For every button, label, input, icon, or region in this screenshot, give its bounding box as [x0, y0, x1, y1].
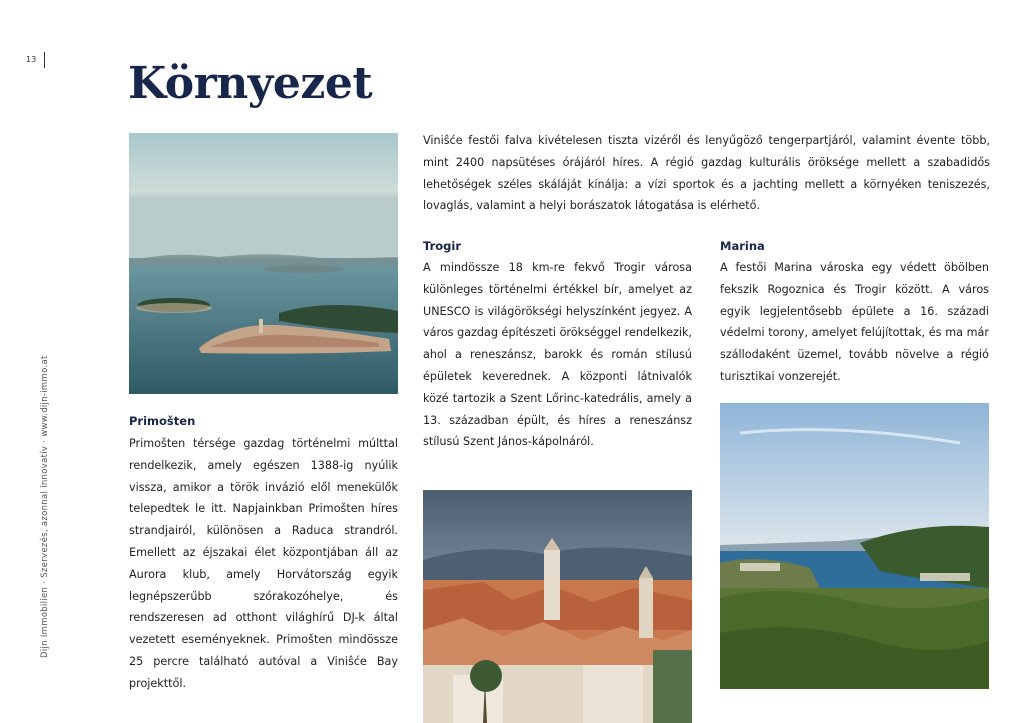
- primosten-paragraph: Primošten térsége gazdag történelmi múlttal rendelkezik, amely egészen 1388-ig nyúlik vissza, amikor a török invázió elől menekülők telepedtek le itt. Napjainkban Primošten híres strandjairól, különösen a Raduca strandról. Emellett az éjszakai élet központjában áll az Aurora klub, amely Horvátország egyik legnépszerűbb szórakozóhelye, és rendszeresen ad otthont világhírű DJ-k által vezetett eseményeknek. Primošten mindössze 25 percre található autóval a Viniŝće Bay projekttől.: [129, 437, 398, 690]
- vertical-footer-text: Dijn Immobilien · Szervezés, azonnal innovatív · www.dijn-immo.at: [40, 355, 50, 658]
- marina-heading: Marina: [720, 239, 765, 253]
- primosten-aerial-photo: [129, 133, 398, 394]
- trogir-heading: Trogir: [423, 239, 461, 253]
- page-number: 13: [26, 52, 45, 68]
- marina-paragraph: A festői Marina városka egy védett öbölben fekszik Rogoznica és Trogir között. A város egyik legjelentősebb épülete a 16. századi védelmi torony, amelyet felújítottak, és ma már szállodaként üzemel, tovább növelve a régió turisztikai vonzerejét.: [720, 261, 989, 383]
- intro-paragraph: Viniŝće festői falva kivételesen tiszta vizéről és lenyűgöző tengerpartjáról, valamint évente több, mint 2400 napsütéses órájáról híres. A régió gazdag kulturális öröksége mellett a szabadidős lehetőségek széles skáláját kínálja: a vízi sportok és a jachting mellett a környéken teniszezés, lovaglás, valamint a helyi borászatok látogatása is elérhető.: [423, 134, 990, 213]
- trogir-paragraph: A mindössze 18 km-re fekvő Trogir városa különleges történelmi értékkel bír, amelyet az UNESCO is világörökségi helyszínként jegyez. A város gazdag építészeti örökséggel rendelkezik, ahol a reneszánsz, barokk és román stílusú épületek keverednek. A központi látnivalók közé tartozik a Szent Lőrinc-katedrális, amely a 13. században épült, és híres a reneszánsz stílusú Szent János-kápolnáról.: [423, 261, 692, 449]
- marina-bay-photo: [720, 403, 989, 689]
- page-title: Környezet: [128, 58, 373, 109]
- primosten-heading: Primošten: [129, 414, 196, 428]
- trogir-rooftops-photo: [423, 490, 692, 723]
